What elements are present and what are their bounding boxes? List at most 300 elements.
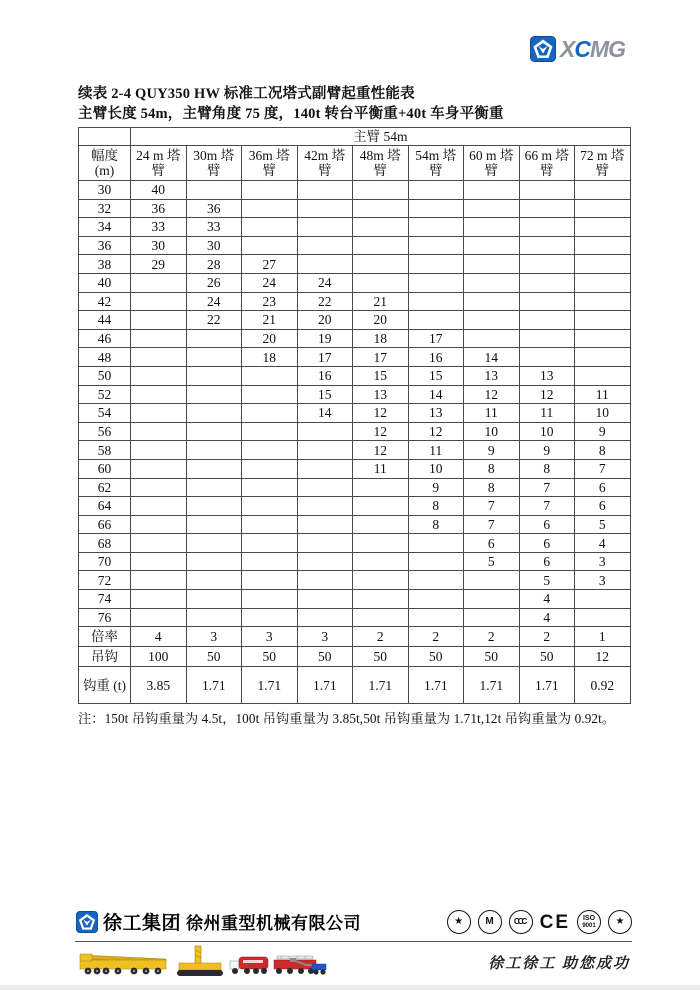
capacity-cell (242, 534, 298, 553)
capacity-cell (464, 218, 520, 237)
capacity-cell (242, 571, 298, 590)
capacity-cell: 2 (408, 627, 464, 647)
capacity-cell (131, 404, 187, 423)
capacity-cell: 6 (519, 552, 575, 571)
column-header: 72 m 塔臂 (575, 146, 631, 181)
capacity-cell: 13 (519, 366, 575, 385)
capacity-cell: 8 (575, 441, 631, 460)
capacity-cell: 27 (242, 255, 298, 274)
table-row (79, 385, 631, 404)
column-header: 60 m 塔臂 (464, 146, 520, 181)
capacity-cell (408, 218, 464, 237)
capacity-cell (242, 181, 298, 200)
column-header: 24 m 塔臂 (131, 146, 187, 181)
row-label: 74 (79, 590, 131, 609)
row-label: 58 (79, 441, 131, 460)
row-label: 38 (79, 255, 131, 274)
row-label: 76 (79, 608, 131, 627)
xcmg-wordmark: XCMG (560, 36, 626, 62)
capacity-cell: 36 (131, 199, 187, 218)
main-boom-span-header: 主臂 54m (131, 128, 631, 146)
capacity-cell (575, 608, 631, 627)
table-subtitle: 主臂长度 54m，主臂角度 75 度，140t 转台平衡重+40t 车身平衡重 (78, 106, 504, 122)
capacity-cell (353, 534, 409, 553)
capacity-cell (242, 218, 298, 237)
table-row (79, 329, 631, 348)
capacity-cell: 4 (519, 590, 575, 609)
m-certification-badge-icon: M (478, 910, 502, 934)
ccc-mark-icon: CCC (509, 910, 533, 934)
capacity-cell: 13 (353, 385, 409, 404)
capacity-cell (353, 181, 409, 200)
capacity-cell: 8 (464, 459, 520, 478)
capacity-cell (186, 329, 242, 348)
slogan: 徐工徐工 助您成功 (488, 956, 630, 972)
row-label: 52 (79, 385, 131, 404)
capacity-cell: 6 (575, 497, 631, 516)
capacity-cell (353, 590, 409, 609)
column-header: 30m 塔臂 (186, 146, 242, 181)
capacity-cell (297, 515, 353, 534)
capacity-cell (242, 404, 298, 423)
capacity-cell (353, 255, 409, 274)
capacity-cell: 1.71 (464, 667, 520, 704)
capacity-cell (186, 422, 242, 441)
certification-badges (447, 910, 632, 934)
capacity-cell (186, 385, 242, 404)
table-row (79, 627, 631, 647)
table-row (79, 552, 631, 571)
capacity-cell: 100 (131, 647, 187, 667)
capacity-cell: 19 (297, 329, 353, 348)
capacity-cell: 15 (297, 385, 353, 404)
crawler-crane-illustration (177, 946, 223, 976)
capacity-cell (464, 329, 520, 348)
capacity-cell: 4 (575, 534, 631, 553)
xcmg-mark-icon (530, 36, 556, 62)
table-row (79, 255, 631, 274)
capacity-cell (186, 348, 242, 367)
table-row (79, 218, 631, 237)
table-row (79, 515, 631, 534)
capacity-cell (186, 181, 242, 200)
capacity-cell (297, 199, 353, 218)
capacity-cell: 7 (575, 459, 631, 478)
capacity-cell: 12 (353, 422, 409, 441)
capacity-cell (353, 515, 409, 534)
capacity-cell: 16 (408, 348, 464, 367)
capacity-cell: 7 (519, 497, 575, 516)
capacity-cell (464, 255, 520, 274)
capacity-cell (575, 348, 631, 367)
capacity-cell (131, 459, 187, 478)
capacity-cell (353, 497, 409, 516)
capacity-cell (353, 218, 409, 237)
capacity-cell (186, 515, 242, 534)
capacity-cell (464, 571, 520, 590)
capacity-cell (353, 552, 409, 571)
row-label: 32 (79, 199, 131, 218)
capacity-cell: 3 (242, 627, 298, 647)
capacity-cell: 0.92 (575, 667, 631, 704)
capacity-cell: 9 (464, 441, 520, 460)
capacity-cell: 40 (131, 181, 187, 200)
capacity-cell: 12 (353, 441, 409, 460)
capacity-cell: 33 (131, 218, 187, 237)
capacity-cell (464, 292, 520, 311)
product-lineup-image (78, 945, 328, 979)
capacity-cell (297, 236, 353, 255)
row-label: 60 (79, 459, 131, 478)
capacity-cell (464, 199, 520, 218)
capacity-cell (408, 311, 464, 330)
capacity-cell (353, 571, 409, 590)
capacity-cell: 1.71 (297, 667, 353, 704)
row-label: 62 (79, 478, 131, 497)
capacity-cell (519, 199, 575, 218)
capacity-cell: 15 (353, 366, 409, 385)
capacity-cell (131, 515, 187, 534)
capacity-cell: 17 (297, 348, 353, 367)
capacity-cell (408, 292, 464, 311)
capacity-cell: 7 (519, 478, 575, 497)
capacity-cell (297, 181, 353, 200)
capacity-cell (519, 236, 575, 255)
row-label: 68 (79, 534, 131, 553)
xcmg-logo (530, 36, 625, 62)
capacity-cell: 23 (242, 292, 298, 311)
table-row (79, 181, 631, 200)
capacity-cell: 50 (464, 647, 520, 667)
capacity-cell (297, 422, 353, 441)
capacity-cell (575, 255, 631, 274)
capacity-cell (242, 515, 298, 534)
row-label: 48 (79, 348, 131, 367)
footnote: 注：150t 吊钩重量为 4.5t，100t 吊钩重量为 3.85t,50t 吊钩重量为 1.71t,12t 吊钩重量为 0.92t。 (78, 711, 616, 726)
capacity-cell (408, 534, 464, 553)
capacity-cell (519, 292, 575, 311)
capacity-cell: 7 (464, 497, 520, 516)
capacity-cell (519, 311, 575, 330)
table-row (79, 128, 631, 146)
capacity-cell: 22 (297, 292, 353, 311)
capacity-cell: 12 (575, 647, 631, 667)
capacity-cell: 11 (519, 404, 575, 423)
capacity-cell (297, 590, 353, 609)
page-bottom-edge (0, 985, 700, 990)
table-row (79, 422, 631, 441)
table-row (79, 404, 631, 423)
capacity-cell: 21 (242, 311, 298, 330)
capacity-cell: 12 (408, 422, 464, 441)
capacity-cell: 5 (519, 571, 575, 590)
capacity-cell (519, 181, 575, 200)
capacity-cell: 50 (297, 647, 353, 667)
capacity-cell (464, 590, 520, 609)
capacity-cell: 4 (131, 627, 187, 647)
capacity-cell (297, 552, 353, 571)
capacity-cell: 8 (408, 497, 464, 516)
row-label: 钩重 (t) (79, 667, 131, 704)
row-label: 吊钩 (79, 647, 131, 667)
capacity-cell (186, 441, 242, 460)
capacity-cell (242, 497, 298, 516)
capacity-cell (131, 441, 187, 460)
row-label: 36 (79, 236, 131, 255)
capacity-cell: 21 (353, 292, 409, 311)
table-row (79, 366, 631, 385)
capacity-cell: 15 (408, 366, 464, 385)
capacity-cell (575, 590, 631, 609)
capacity-cell (131, 273, 187, 292)
load-chart-table (78, 127, 631, 704)
capacity-cell (575, 236, 631, 255)
capacity-cell (297, 478, 353, 497)
capacity-cell: 10 (464, 422, 520, 441)
capacity-cell: 17 (353, 348, 409, 367)
capacity-cell (575, 181, 631, 200)
capacity-cell (519, 273, 575, 292)
capacity-cell (575, 329, 631, 348)
table-row (79, 292, 631, 311)
row-label: 72 (79, 571, 131, 590)
table-row (79, 534, 631, 553)
capacity-cell: 5 (575, 515, 631, 534)
capacity-cell (575, 311, 631, 330)
capacity-cell (297, 218, 353, 237)
row-label: 40 (79, 273, 131, 292)
capacity-cell (297, 571, 353, 590)
table-row (79, 608, 631, 627)
row-label: 56 (79, 422, 131, 441)
capacity-cell: 24 (242, 273, 298, 292)
capacity-cell (242, 478, 298, 497)
capacity-cell: 12 (464, 385, 520, 404)
capacity-cell (575, 218, 631, 237)
capacity-cell: 14 (408, 385, 464, 404)
footer-company (76, 908, 361, 935)
table-row (79, 348, 631, 367)
table-row (79, 146, 631, 181)
capacity-cell (464, 608, 520, 627)
row-label: 42 (79, 292, 131, 311)
capacity-cell: 18 (353, 329, 409, 348)
capacity-cell: 3 (297, 627, 353, 647)
capacity-cell (131, 534, 187, 553)
footer-divider (75, 941, 632, 942)
capacity-cell (131, 422, 187, 441)
capacity-cell (575, 199, 631, 218)
truck-crane-illustration (80, 954, 166, 974)
capacity-cell (242, 236, 298, 255)
table-row (79, 311, 631, 330)
capacity-cell (519, 255, 575, 274)
capacity-cell (408, 236, 464, 255)
capacity-cell (353, 273, 409, 292)
capacity-cell (131, 608, 187, 627)
table-row (79, 273, 631, 292)
column-header: 48m 塔臂 (353, 146, 409, 181)
capacity-cell: 33 (186, 218, 242, 237)
capacity-cell (464, 273, 520, 292)
capacity-cell: 1.71 (186, 667, 242, 704)
capacity-cell (575, 366, 631, 385)
capacity-cell (464, 236, 520, 255)
capacity-cell (242, 385, 298, 404)
capacity-cell (408, 552, 464, 571)
capacity-cell: 50 (242, 647, 298, 667)
table-row (79, 441, 631, 460)
capacity-cell (186, 497, 242, 516)
capacity-cell (186, 571, 242, 590)
column-header: 66 m 塔臂 (519, 146, 575, 181)
row-label: 倍率 (79, 627, 131, 647)
capacity-cell: 14 (297, 404, 353, 423)
capacity-cell (297, 497, 353, 516)
capacity-cell: 2 (519, 627, 575, 647)
capacity-cell: 12 (519, 385, 575, 404)
capacity-cell: 8 (464, 478, 520, 497)
capacity-cell (186, 534, 242, 553)
capacity-cell: 10 (408, 459, 464, 478)
capacity-cell (353, 199, 409, 218)
table-row (79, 667, 631, 704)
capacity-cell (186, 608, 242, 627)
capacity-cell: 1.71 (353, 667, 409, 704)
capacity-cell (408, 181, 464, 200)
table-row (79, 590, 631, 609)
capacity-cell (408, 608, 464, 627)
capacity-cell: 8 (519, 459, 575, 478)
capacity-cell: 50 (519, 647, 575, 667)
capacity-cell: 6 (464, 534, 520, 553)
table-row (79, 647, 631, 667)
capacity-cell: 10 (519, 422, 575, 441)
capacity-cell (575, 292, 631, 311)
capacity-cell: 26 (186, 273, 242, 292)
capacity-cell (131, 590, 187, 609)
conformity-badge-icon: ★ (608, 910, 632, 934)
load-chart-table-body (79, 128, 631, 704)
capacity-cell (408, 590, 464, 609)
capacity-cell: 2 (353, 627, 409, 647)
capacity-cell (464, 181, 520, 200)
capacity-cell: 50 (353, 647, 409, 667)
capacity-cell (353, 236, 409, 255)
capacity-cell: 50 (408, 647, 464, 667)
capacity-cell: 16 (297, 366, 353, 385)
capacity-cell: 20 (353, 311, 409, 330)
column-header: 42m 塔臂 (297, 146, 353, 181)
capacity-cell: 36 (186, 199, 242, 218)
capacity-cell: 3 (575, 552, 631, 571)
capacity-cell (242, 608, 298, 627)
capacity-cell (519, 348, 575, 367)
xcmg-mark-icon (76, 911, 98, 933)
capacity-cell (297, 459, 353, 478)
capacity-cell: 24 (297, 273, 353, 292)
capacity-cell (131, 366, 187, 385)
capacity-cell (353, 478, 409, 497)
capacity-cell (131, 329, 187, 348)
table-row (79, 199, 631, 218)
capacity-cell (186, 478, 242, 497)
capacity-cell (519, 329, 575, 348)
capacity-cell (519, 218, 575, 237)
row-label: 70 (79, 552, 131, 571)
capacity-cell (186, 590, 242, 609)
capacity-cell: 11 (464, 404, 520, 423)
capacity-cell: 13 (408, 404, 464, 423)
table-row (79, 571, 631, 590)
iso9001-badge-icon: ISO 9001 (577, 910, 601, 934)
capacity-cell: 20 (242, 329, 298, 348)
capacity-cell (131, 311, 187, 330)
capacity-cell: 18 (242, 348, 298, 367)
row-label: 50 (79, 366, 131, 385)
capacity-cell: 11 (408, 441, 464, 460)
capacity-cell: 9 (408, 478, 464, 497)
capacity-cell: 13 (464, 366, 520, 385)
table-row (79, 236, 631, 255)
capacity-cell (131, 478, 187, 497)
capacity-cell (297, 255, 353, 274)
capacity-cell (131, 571, 187, 590)
capacity-cell (408, 199, 464, 218)
capacity-cell (242, 199, 298, 218)
capacity-cell: 6 (519, 515, 575, 534)
row-label: 64 (79, 497, 131, 516)
capacity-cell: 30 (131, 236, 187, 255)
capacity-cell (297, 534, 353, 553)
quality-award-badge-icon: ★ (447, 910, 471, 934)
capacity-cell: 11 (575, 385, 631, 404)
row-label: 54 (79, 404, 131, 423)
capacity-cell: 14 (464, 348, 520, 367)
capacity-cell: 28 (186, 255, 242, 274)
capacity-cell: 1.71 (519, 667, 575, 704)
capacity-cell (297, 608, 353, 627)
capacity-cell (242, 441, 298, 460)
capacity-cell (242, 422, 298, 441)
capacity-cell (353, 608, 409, 627)
column-header: 36m 塔臂 (242, 146, 298, 181)
capacity-cell (242, 366, 298, 385)
capacity-cell: 9 (575, 422, 631, 441)
capacity-cell: 7 (464, 515, 520, 534)
capacity-cell (575, 273, 631, 292)
capacity-cell: 17 (408, 329, 464, 348)
capacity-cell: 3.85 (131, 667, 187, 704)
table-row (79, 478, 631, 497)
capacity-cell: 1.71 (408, 667, 464, 704)
capacity-cell: 24 (186, 292, 242, 311)
capacity-cell: 12 (353, 404, 409, 423)
capacity-cell: 29 (131, 255, 187, 274)
capacity-cell (186, 552, 242, 571)
table-title: 续表 2-4 QUY350 HW 标准工况塔式副臂起重性能表 (78, 86, 415, 102)
capacity-cell (464, 311, 520, 330)
capacity-cell (242, 459, 298, 478)
capacity-cell (131, 497, 187, 516)
capacity-cell (408, 273, 464, 292)
capacity-cell: 3 (186, 627, 242, 647)
row-label: 34 (79, 218, 131, 237)
capacity-cell (186, 404, 242, 423)
table-row (79, 459, 631, 478)
group-name: 徐工集团 (103, 913, 182, 934)
capacity-cell (408, 571, 464, 590)
